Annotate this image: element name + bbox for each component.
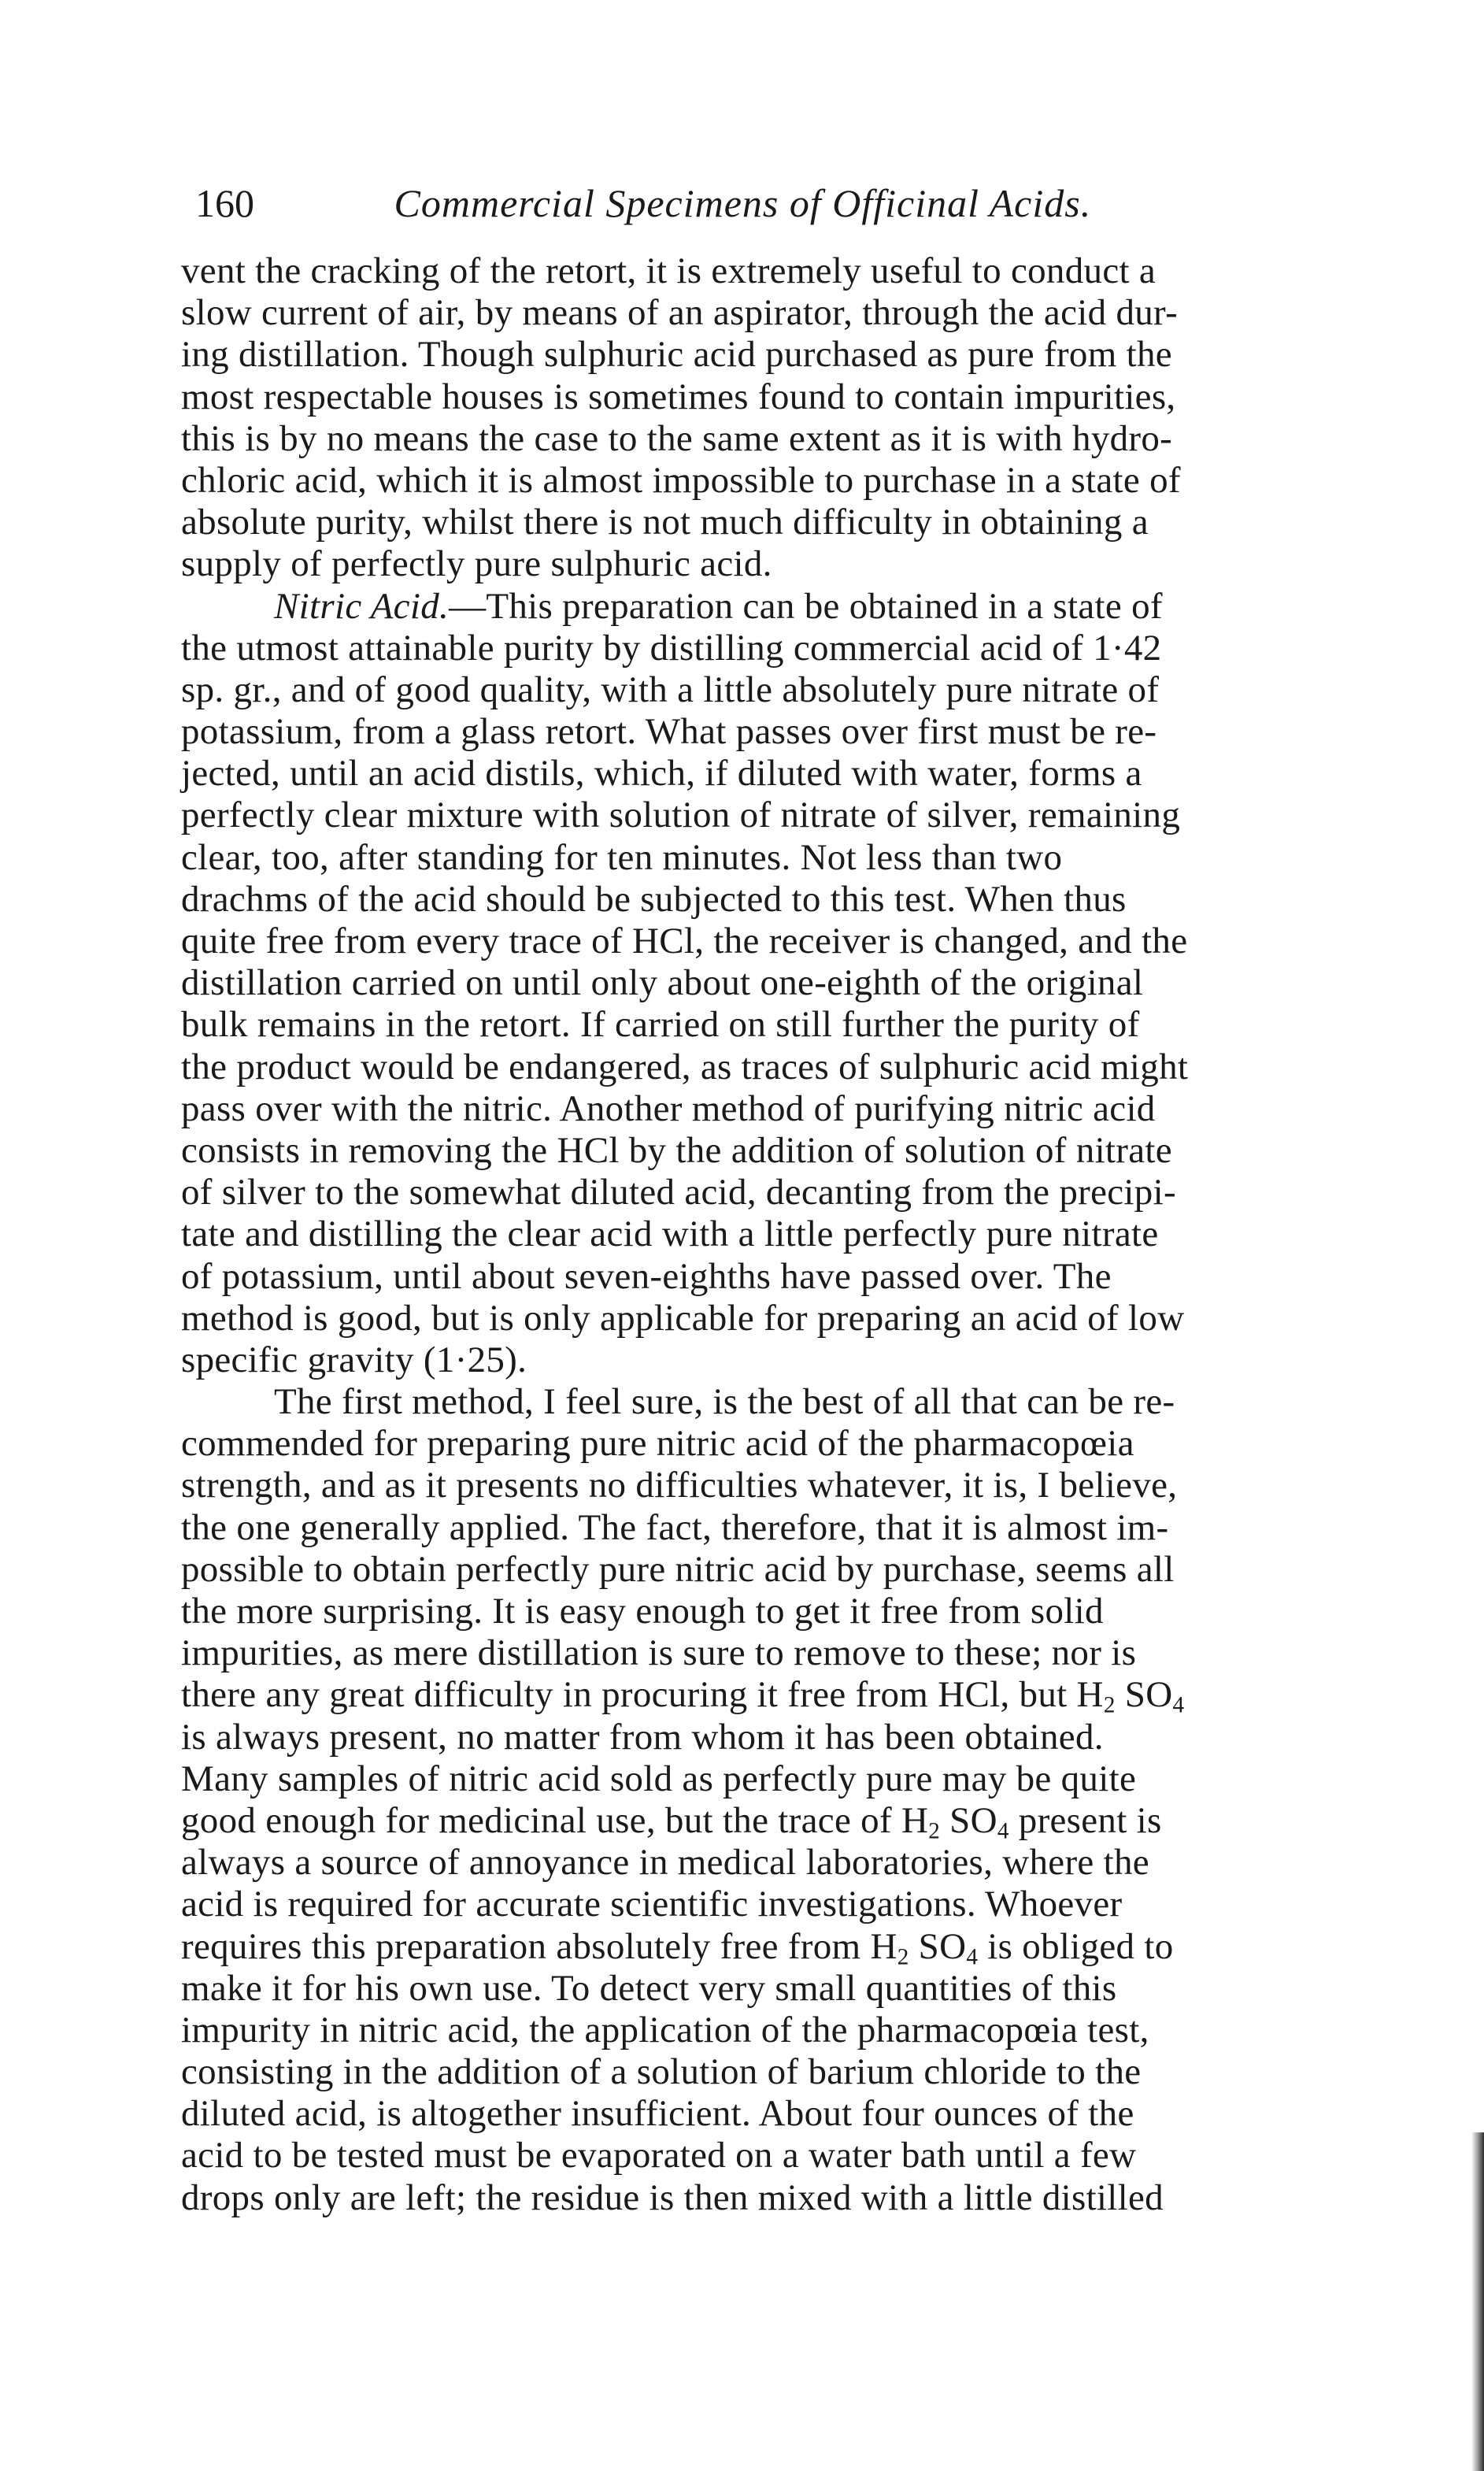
text-line: strength, and as it presents no difficulties whatever, it is, I believe, bbox=[181, 1465, 1178, 1506]
text-line: of silver to the somewhat diluted acid, decanting from the precipi- bbox=[181, 1172, 1176, 1213]
text-line: the utmost attainable purity by distilling commercial acid of 1·42 bbox=[181, 627, 1162, 669]
page-number: 160 bbox=[195, 181, 254, 225]
text-line: bulk remains in the retort. If carried on still further the purity of bbox=[181, 1004, 1140, 1046]
text-line: slow current of air, by means of an aspirator, through the acid dur- bbox=[181, 292, 1179, 334]
text-line: clear, too, after standing for ten minutes. Not less than two bbox=[181, 836, 1063, 878]
text-line: impurity in nitric acid, the application of the pharmacopœia test, bbox=[181, 2009, 1149, 2051]
subscript: 4 bbox=[997, 1818, 1009, 1844]
text-fragment: there any great difficulty in procuring it free from HCl, but H bbox=[181, 1674, 1104, 1716]
subscript: 4 bbox=[1172, 1692, 1185, 1718]
text-line: sp. gr., and of good quality, with a little absolutely pure nitrate of bbox=[181, 669, 1160, 710]
text-line: method is good, but is only applicable for preparing an acid of low bbox=[181, 1297, 1185, 1339]
text-line: quite free from every trace of HCl, the receiver is changed, and the bbox=[181, 921, 1188, 961]
text-line: pass over with the nitric. Another method of purifying nitric acid bbox=[181, 1087, 1156, 1129]
text-fragment: requires this preparation absolutely free from H bbox=[181, 1925, 897, 1967]
page-header bbox=[195, 172, 1297, 235]
text-line: perfectly clear mixture with solution of nitrate of silver, remaining bbox=[181, 795, 1181, 836]
text-line: of potassium, until about seven-eighths have passed over. The bbox=[181, 1255, 1112, 1297]
text-line: impurities, as mere distillation is sure to remove to these; nor is bbox=[181, 1632, 1137, 1674]
formula-line bbox=[181, 1800, 1472, 1842]
text-line: tate and distilling the clear acid with a little perfectly pure nitrate bbox=[181, 1213, 1159, 1255]
text-fragment: —This preparation can be obtained in a state of bbox=[449, 585, 1163, 627]
text-line: vent the cracking of the retort, it is extremely useful to conduct a bbox=[181, 250, 1156, 291]
text-line: consists in removing the HCl by the addition of solution of nitrate bbox=[181, 1129, 1172, 1171]
text-line: the more surprising. It is easy enough to get it free from solid bbox=[181, 1591, 1104, 1632]
text-line: absolute purity, whilst there is not much difficulty in obtaining a bbox=[181, 502, 1149, 543]
running-head: Commercial Specimens of Officinal Acids. bbox=[394, 181, 1092, 225]
text-line: this is by no means the case to the same extent as it is with hydro- bbox=[181, 417, 1173, 459]
text-fragment: present is bbox=[1018, 1799, 1162, 1841]
text-line: jected, until an acid distils, which, if diluted with water, forms a bbox=[181, 753, 1142, 795]
body-text bbox=[181, 250, 1472, 2219]
text-line: most respectable houses is sometimes found to contain impurities, bbox=[181, 376, 1176, 417]
subscript: 4 bbox=[966, 1943, 979, 1969]
subscript: 2 bbox=[897, 1943, 909, 1969]
text-fragment: good enough for medicinal use, but the trace of H bbox=[181, 1799, 929, 1841]
text-fragment: SO bbox=[949, 1799, 997, 1841]
text-line: always a source of annoyance in medical laboratories, where the bbox=[181, 1842, 1149, 1884]
text-fragment: is obliged to bbox=[987, 1925, 1174, 1967]
paragraph-start-nitric-acid bbox=[181, 586, 1472, 628]
text-line: is always present, no matter from whom it has been obtained. bbox=[181, 1716, 1104, 1758]
text-line: commended for preparing pure nitric acid of the pharmacopœia bbox=[181, 1423, 1134, 1465]
text-line: distillation carried on until only about one-eighth of the original bbox=[181, 962, 1144, 1004]
subscript: 2 bbox=[1103, 1692, 1116, 1718]
text-fragment: SO bbox=[918, 1925, 967, 1967]
page-edge-shadow bbox=[1471, 2132, 1484, 2471]
text-line: the product would be endangered, as traces of sulphuric acid might bbox=[181, 1046, 1189, 1087]
text-line: The first method, I feel sure, is the best of all that can be re- bbox=[274, 1381, 1175, 1423]
text-line: acid to be tested must be evaporated on a water bath until a few bbox=[181, 2135, 1137, 2176]
text-line: consisting in the addition of a solution of barium chloride to the bbox=[181, 2051, 1142, 2093]
text-line: Many samples of nitric acid sold as perfectly pure may be quite bbox=[181, 1758, 1137, 1799]
text-fragment: SO bbox=[1124, 1674, 1173, 1716]
text-line: acid is required for accurate scientific investigations. Whoever bbox=[181, 1884, 1123, 1925]
text-line: make it for his own use. To detect very small quantities of this bbox=[181, 1967, 1117, 2009]
text-line: drachms of the acid should be subjected to this test. When thus bbox=[181, 878, 1127, 920]
text-line: the one generally applied. The fact, therefore, that it is almost im- bbox=[181, 1506, 1169, 1548]
text-line: potassium, from a glass retort. What passes over first must be re- bbox=[181, 711, 1157, 753]
text-line: ing distillation. Though sulphuric acid purchased as pure from the bbox=[181, 334, 1172, 376]
section-label: Nitric Acid. bbox=[274, 585, 450, 627]
text-line: diluted acid, is altogether insufficient. About four ounces of the bbox=[181, 2093, 1134, 2135]
text-line: specific gravity (1·25). bbox=[181, 1339, 527, 1380]
text-line: drops only are left; the residue is then mixed with a little distilled bbox=[181, 2176, 1164, 2218]
formula-line bbox=[181, 1926, 1472, 1968]
subscript: 2 bbox=[928, 1818, 941, 1844]
text-line: chloric acid, which it is almost impossible to purchase in a state of bbox=[181, 459, 1181, 501]
formula-line bbox=[181, 1674, 1472, 1716]
text-line: supply of perfectly pure sulphuric acid. bbox=[181, 543, 772, 585]
text-line: possible to obtain perfectly pure nitric acid by purchase, seems all bbox=[181, 1548, 1175, 1590]
